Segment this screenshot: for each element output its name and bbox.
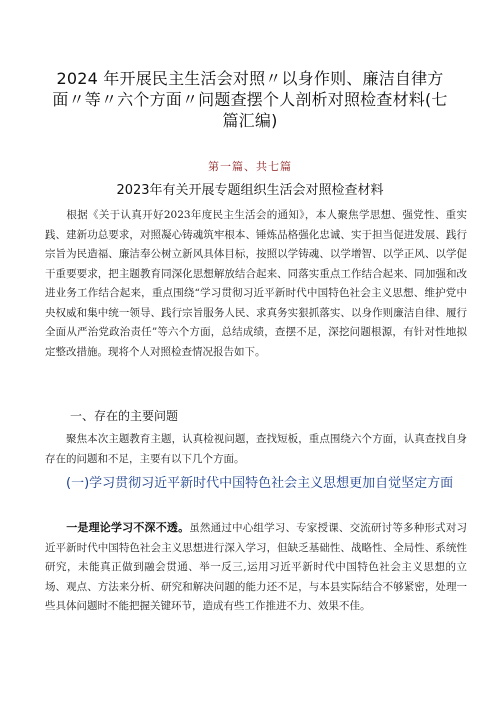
paragraph-lead-phrase: 一是理论学习不深不透。 — [66, 521, 190, 534]
paragraph-intro — [45, 206, 467, 362]
paragraph-intro-text: 根据《关于认真开好2023年度民主生活会的通知》，本人聚焦学思想、强党性、重实践、建新功总要求，对照凝心铸魂筑牢根本、锤炼品格强化忠诚、实于担当促进发展、践行宗旨为民造福、廉洁奉公树立新风具体目标，按照以学铸魂、以学增智、以学正风、以学促干重要要求，把主题教育同深化思想解放结合起来、同落实重点工作结合起来、同加强和改进业务工作结合起来，重点围绕“学习贯彻习近平新时代中国特色社会主义思想、维护党中央权威和集中统一领导、践行宗旨服务人民、求真务实狠抓落实、以身作则廉洁自律、履行全面从严治党政治责任”等六个方面，总结成绩，查摆不足，深挖问题根源，有针对性地拟定整改措施。现将个人对照检查情况报告如下。 — [45, 209, 467, 358]
paragraph-theory-study — [45, 518, 467, 617]
subsection-heading-text: (一)学习贯彻习近平新时代中国特色社会主义思想更加自觉坚定方面 — [66, 476, 454, 491]
paragraph-focus — [45, 430, 467, 469]
chapter-label: 第一篇、共七篇 — [208, 160, 292, 173]
paragraph-theory-study-text: 虽然通过中心组学习、专家授课、交流研讨等多种形式对习近平新时代中国特色社会主义思想进行深入学习，但缺乏基础性、战略性、全局性、系统性研究，未能真正做到融会贯通、举一反三,运用习近平新时代中国特色社会主义思想的立场、观点、方法来分析、研究和解决问题的能力还不足，与本县实际结合不够紧密，处理一些具体问题时不能把握关键环节，造成有些工作推进不力、效果不佳。 — [45, 522, 468, 612]
section-heading-main-problems: 一、存在的主要问题 — [70, 409, 179, 423]
paragraph-focus-text: 聚焦本次主题教育主题，认真检视问题，查找短板，重点围绕六个方面，认真查找自身存在的问题和不足，主要有以下几个方面。 — [45, 433, 467, 465]
chapter-title: 2023年有关开展专题组织生活会对照检查材料 — [116, 183, 384, 198]
subsection-heading-theory — [45, 473, 467, 494]
document-title: 2024 年开展民主生活会对照〃以身作则、廉洁自律方面〃等〃六个方面〃问题查摆个人剖析对照检查材料(七篇汇编) — [52, 69, 448, 130]
